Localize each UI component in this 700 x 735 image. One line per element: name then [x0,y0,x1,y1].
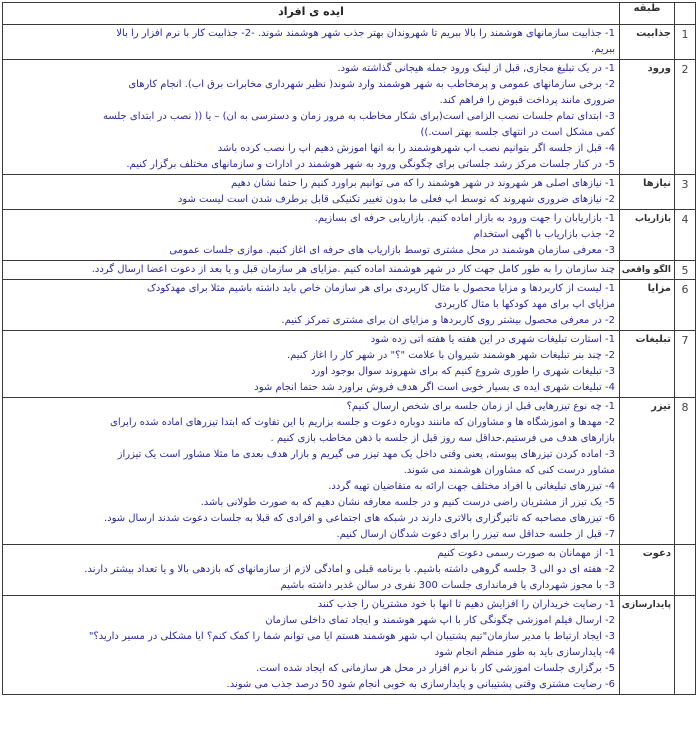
table-row [3,60,696,175]
idea-line: 2- نیازهای ضروری شهروند که توسط اپ فعلی ما بدون تغییر تکنیکی قابل برطرف شدن است لیست شود [177,194,615,205]
idea-line: 5- یک تیزر از مشتریان راضی درست کنیم و در جلسه معارفه نشان دهیم که به صورت طولانی باشد. [200,497,615,508]
idea-line: 3- با مجوز شهرداری یا فرمانداری جلسات 300 نفری در سالن غدیر داشته باشیم [280,580,615,591]
table-row [3,596,696,695]
row-category: جذابیت [620,25,675,60]
idea-line: 2- مهدها و اموزشگاه ها و مشاوران که ماننند دوباره دعوت و جلسه بزاریم با این تفاوت که ابتدا تیزرهای اماده شده رابرای [110,417,615,428]
table-row [3,175,696,210]
idea-line: ببریم. [591,44,615,55]
row-ideas [3,175,620,210]
row-ideas [3,398,620,545]
idea-line: 2- برخی سازمانهای عمومی و پرمخاطب به شهر هوشمند وارد شوند( نظیر شهرداری مخابرات برق اب). انجام کارهای [128,79,615,90]
row-category: تیزر [620,398,675,545]
row-ideas [3,280,620,331]
row-number: 8 [675,398,696,545]
idea-line: بازارهای هدف می فرستیم.حداقل سه روز قبل از جلسه با ذهن مخاطب بازی کنیم . [270,433,615,444]
idea-line: 4- قبل از جلسه اگر بتوانیم نصب اپ شهرهوشمند را به انها اموزش دهیم اپ را نصب کرده باشد [217,143,615,154]
header-category: طبقه [620,3,675,25]
row-ideas [3,210,620,261]
row-number: 5 [675,261,696,280]
table-row [3,25,696,60]
row-category: دعوت [620,545,675,596]
idea-line: 6- رضایت مشتری وقتی پشتیبانی و پایدارسازی به خوبی انجام شود 50 درصد جذب می شوند. [226,679,615,690]
idea-line: 2- ارسال فیلم اموزشی چگونگی کار با اپ شهر هوشمند و ایجاد تمای داخلی سازمان [265,615,615,626]
idea-line: 1- لیست از کاربردها و مزایا محصول با مثال کاربردی برای هر سازمان خاص باید داشته باشیم مثلا برای مهدکودک [146,283,615,294]
row-ideas [3,331,620,398]
idea-line: 3- اماده کردن تیزرهای پیوسته, یعنی وقتی داخل یک مهد تیزر می گیریم و بازار هدف بعدی ما مثلا مشاور است یک تیزراز [117,449,615,460]
table-body [3,25,696,695]
idea-line: 1- چه نوع تیزرهایی قبل از زمان جلسه برای شخص ارسال کنیم؟ [346,401,615,412]
idea-line: 4- تیزرهای تبلیغاتی با افراد مختلف جهت ارائه به متقاضیان تهیه گردد. [328,481,615,492]
idea-line: 6- تیزرهای مصاحبه که تاثیرگزاری بالاتری دارند در شبکه های اجتماعی و افرادی که قبلا به جلسات دعوت شدند ارسال شود. [103,513,615,524]
table-row [3,280,696,331]
table-row [3,545,696,596]
idea-line: مزایای اپ برای مهد کودکها با مثال کاربردی [434,299,615,310]
row-number [675,596,696,695]
table-header-row [3,3,696,25]
idea-line: 2- چند بنر تبلیغات شهر هوشمند شیروان با علامت "؟" در شهر کار را اغاز کنیم. [286,350,615,361]
row-ideas [3,60,620,175]
table-row [3,210,696,261]
idea-line: مشاور درست کنی که مشاوران هوشمند می شوند. [403,465,615,476]
idea-line: 1- در یک تبلیغ مجازی, قبل از لینک ورود جمله هیجانی گذاشته شود. [337,63,615,74]
idea-line: 2- در معرفی محصول بیشتر روی کاربردها و مزایای ان برای مشتری تمرکز کنیم. [281,315,615,326]
idea-line: 2- هفته ای دو الی 3 جلسه گروهی داشته باشیم. با برنامه قبلی و امادگی لازم از سازمانهای که بازدهی بالا و یا تعداد بیشتر دارند. [84,564,615,575]
idea-line: 3- ایجاد ارتباط با مدیر سازمان"تیم پشتیبان اپ شهر هوشمند هستم ایا می توانم شما را کمک کنم؟ ایا مشکلی در مسیر دارید؟" [88,631,615,642]
row-category: نیازها [620,175,675,210]
idea-line: 1- جذابیت سازمانهای هوشمند را بالا ببریم تا شهروندان بهتر جذب شهر هوشمند شوند. -2- جذابیت کار با نرم افزار را بالا [116,28,615,39]
row-number: 7 [675,331,696,398]
idea-line: 5- برگزاری جلسات اموزشی کار با نرم افزار در محل هر سازمانی که ایجاد شده است. [256,663,615,674]
idea-line: 4- پایدارسازی باید به طور منظم انجام شود [434,647,615,658]
idea-line: 1- رضایت خریداران را افزایش دهیم تا انها با خود مشتریان را جذب کنند [317,599,615,610]
row-category: بازاریاب [620,210,675,261]
row-number: 4 [675,210,696,261]
idea-line: 4- تبلیغات شهری ایده ی بسیار خوبی است اگر هدف فروش براورد شد حتما انجام شود [254,382,615,393]
idea-line: 3- معرفی سازمان هوشمند در محل مشتری توسط بازاریاب های حرفه ای اغاز کنیم. موازی جلسات عمومی [169,245,615,256]
idea-line: 3- ابتدای تمام جلسات نصب الزامی است(برای شکار مخاطب به مرور زمان و دسترسی به ان) – یا (( نصب در ابتدای جلسه [102,111,615,122]
row-ideas [3,596,620,695]
idea-line: 2- جذب بازاریاب با اگهی استخدام [473,229,615,240]
row-number: 6 [675,280,696,331]
idea-line: 1- از مهمانان به صورت رسمی دعوت کنیم [437,548,615,559]
idea-line: 3- تبلیغات شهری را طوری شروع کنیم که برای شهروند سوال بوجود اورد [310,366,615,377]
row-ideas [3,25,620,60]
row-category: الگو واقعی [620,261,675,280]
header-number [675,3,696,25]
table-row [3,261,696,280]
row-category: تبلیغات [620,331,675,398]
row-number: 1 [675,25,696,60]
row-number: 2 [675,60,696,175]
table-row [3,331,696,398]
idea-line: 1- استارت تبلیغات شهری در این هفته یا هفته اتی زده شود [370,334,615,345]
ideas-table [2,2,696,695]
idea-line: 1- بازاریابان را جهت ورود به بازار اماده کنیم. بازاریابی حرفه ای بسازیم. [314,213,615,224]
row-category: پایدارسازی [620,596,675,695]
row-number: 3 [675,175,696,210]
row-category: مزایا [620,280,675,331]
header-idea: ایده ی افراد [3,3,620,25]
idea-line: کمی مشکل است در انتهای جلسه بهتر است.)) [420,127,615,138]
ideas-document [2,2,696,695]
idea-line: چند سازمان را به طور کامل جهت کار در شهر هوشمند اماده کنیم .مزایای هر سازمان قبل و یا بعد از دعوت اعضا ارسال گردد. [91,264,615,275]
idea-line: ضروری مانند پرداخت قبوض را فراهم کند. [439,95,615,106]
idea-line: 5- در کنار جلسات مرکز رشد جلساتی برای چگونگی ورود به شهر هوشمند در ادارات و سازمانهای مختلف برگزار کنیم. [126,159,615,170]
idea-line: 7- قبل از جلسه حداقل سه تیزر را برای دعوت شدگان ارسال کنیم. [336,529,615,540]
table-row [3,398,696,545]
row-number [675,545,696,596]
row-ideas [3,261,620,280]
row-category: ورود [620,60,675,175]
idea-line: 1- نیازهای اصلی هر شهروند در شهر هوشمند را که می توانیم براورد کنیم را حتما نشان دهیم [231,178,615,189]
row-ideas [3,545,620,596]
